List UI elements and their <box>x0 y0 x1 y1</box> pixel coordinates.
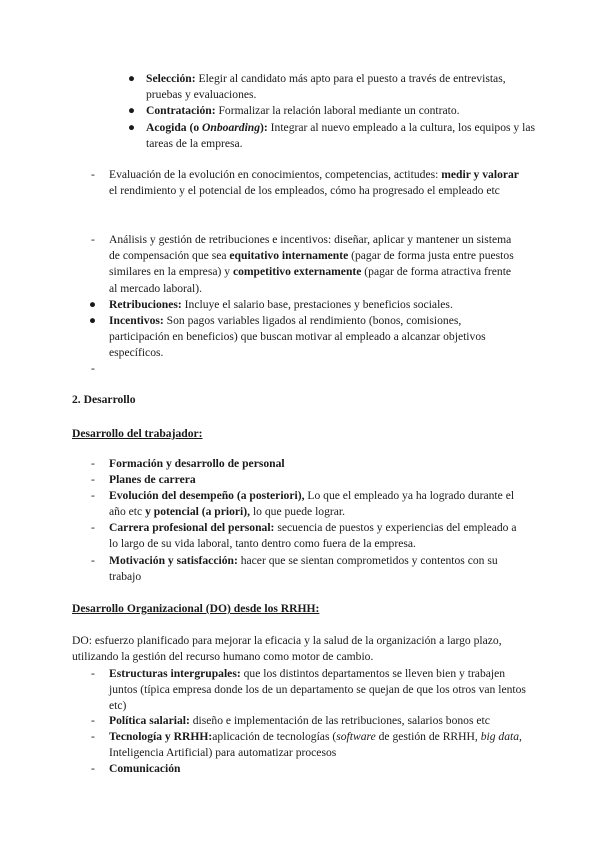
list-item-retribuciones: Retribuciones: Incluye el salario base, prestaciones y beneficios sociales. <box>109 298 453 311</box>
list-item-incentivos: Incentivos: Son pagos variables ligados al rendimiento (bonos, comisiones, participación en beneficios) que buscan motivar al empleado a alcanzar objetivos específicos. <box>109 314 486 360</box>
bullet-marker: ● <box>89 298 97 311</box>
list-item-comunicacion: Comunicación <box>109 762 181 775</box>
dash-marker: - <box>91 521 95 534</box>
section-heading: 2. Desarrollo <box>72 393 136 406</box>
list-item-carrera: Carrera profesional del personal: secuencia de puestos y experiencias del empleado a lo largo de su vida laboral, tanto dentro como fuera de la empresa. <box>109 521 517 551</box>
dash-marker: - <box>91 473 95 486</box>
bullet-marker: ● <box>128 121 136 134</box>
dash-marker: - <box>91 362 95 375</box>
bullet-marker: ● <box>89 314 97 327</box>
list-item-seleccion: Selección: Elegir al candidato más apto para el puesto a través de entrevistas, pruebas y evaluaciones. <box>146 72 506 102</box>
dash-marker: - <box>91 554 95 567</box>
paragraph-do-definition: DO: esfuerzo planificado para mejorar la eficacia y la salud de la organización a largo plazo, utilizando la gestión del recurso humano como motor de cambio. <box>72 634 502 664</box>
term-acogida: Acogida (o Onboarding): <box>146 121 268 134</box>
dash-marker: - <box>91 489 95 502</box>
list-item-planes: Planes de carrera <box>109 473 196 486</box>
list-item-contratacion: Contratación: Formalizar la relación laboral mediante un contrato. <box>146 104 460 117</box>
list-item-acogida: Acogida (o Onboarding): Integrar al nuevo empleado a la cultura, los equipos y las tareas de la empresa. <box>146 121 535 151</box>
dash-marker: - <box>91 730 95 743</box>
dash-marker: - <box>91 762 95 775</box>
term-seleccion: Selección: <box>146 72 196 85</box>
subheading-desarrollo-organizacional: Desarrollo Organizacional (DO) desde los RRHH: <box>72 602 320 615</box>
list-item-estructuras: Estructuras intergrupales: que los distintos departamentos se lleven bien y trabajen juntos (típica empresa donde los de un departamento se quejan de que los otros van lentos etc) <box>109 667 526 713</box>
subheading-desarrollo-trabajador: Desarrollo del trabajador: <box>72 427 203 440</box>
list-item-politica: Política salarial: diseño e implementación de las retribuciones, salarios bonos etc <box>109 714 490 727</box>
term-contratacion: Contratación: <box>146 104 216 117</box>
dash-marker: - <box>91 667 95 680</box>
list-item-evolucion: Evolución del desempeño (a posteriori), Lo que el empleado ya ha logrado durante el año etc y potencial (a priori), lo que puede lograr. <box>109 489 515 519</box>
bullet-marker: ● <box>128 104 136 117</box>
list-item-formacion: Formación y desarrollo de personal <box>109 457 285 470</box>
dash-marker: - <box>91 233 95 246</box>
list-item-tecnologia: Tecnología y RRHH:aplicación de tecnologías (software de gestión de RRHH, big data, Inteligencia Artificial) para automatizar procesos <box>109 730 522 760</box>
bullet-marker: ● <box>128 72 136 85</box>
paragraph-retribuciones-intro: Análisis y gestión de retribuciones e incentivos: diseñar, aplicar y mantener un sistema de compensación que sea equitativo internamente (pagar de forma justa entre puestos similares en la empresa) y competitivo externamente (pagar de forma atractiva frente al mercado laboral). <box>109 233 514 295</box>
dash-marker: - <box>91 457 95 470</box>
term-retribuciones: Retribuciones: <box>109 298 182 311</box>
paragraph-evaluacion: Evaluación de la evolución en conocimientos, competencias, actitudes: medir y valorar el rendimiento y el potencial de los empleados, cómo ha progresado el empleado etc <box>109 168 519 198</box>
dash-marker: - <box>91 714 95 727</box>
term-incentivos: Incentivos: <box>109 314 164 327</box>
dash-marker: - <box>91 168 95 181</box>
list-item-motivacion: Motivación y satisfacción: hacer que se sientan comprometidos y contentos con su trabajo <box>109 554 498 584</box>
